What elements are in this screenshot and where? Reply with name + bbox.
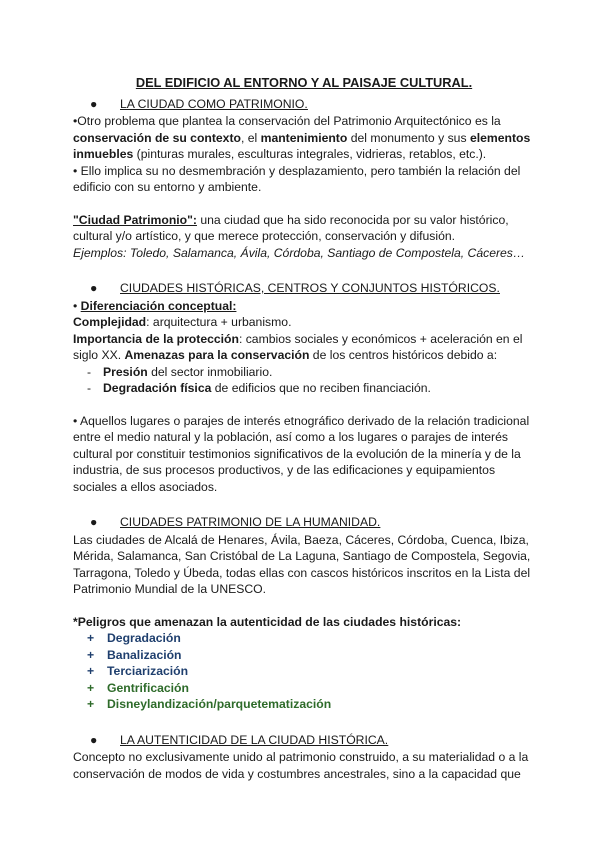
bullet-dot-icon: ●	[90, 281, 98, 295]
section-heading-ciudades-historicas: ● CIUDADES HISTÓRICAS, CENTROS Y CONJUNTOS HISTÓRICOS.	[90, 281, 500, 295]
bullet-dot-icon: ●	[90, 515, 98, 529]
definition-ciudad-patrimonio: "Ciudad Patrimonio": una ciudad que ha sido reconocida por su valor histórico, cultural y/o artístico, y que merece protección, conservación y difusión.	[73, 212, 509, 243]
section-heading-ciudad-patrimonio: ● LA CIUDAD COMO PATRIMONIO.	[90, 96, 308, 111]
section-heading-autenticidad: ● LA AUTENTICIDAD DE LA CIUDAD HISTÓRICA.	[90, 732, 389, 747]
paragraph-autenticidad: Concepto no exclusivamente unido al patrimonio construido, a su materialidad o a la conservación de modos de vida y costumbres ancestrales, sino a la capacidad que	[73, 750, 529, 781]
bullet-dot-icon: ●	[90, 96, 98, 111]
importancia-line: Importancia de la protección: cambios sociales y económicos + aceleración en el siglo XX. Amenazas para la conservación de los centros históricos debido a:	[73, 331, 523, 362]
paragraph-desmembracion: • Ello implica su no desmembración y desplazamiento, pero también la relación del edificio con su entorno y ambiente.	[73, 163, 521, 194]
bullet-dot-icon: ●	[90, 732, 98, 747]
diferenciacion-line: • Diferenciación conceptual:	[73, 298, 237, 313]
complejidad-line: Complejidad: arquitectura + urbanismo.	[73, 315, 292, 329]
list-item: + Disneylandización/parquetematización	[87, 697, 332, 711]
section-heading-patrimonio-humanidad: ● CIUDADES PATRIMONIO DE LA HUMANIDAD.	[90, 515, 381, 529]
list-item: + Degradación	[87, 631, 181, 645]
paragraph-contexto: •Otro problema que plantea la conservación del Patrimonio Arquitectónico es la conservación de su contexto, el mantenimiento del monumento y sus elementos inmuebles (pinturas murales, esculturas integrales, vidrieras, retablos, etc.).	[73, 114, 531, 161]
amenazas-list	[73, 364, 535, 397]
plus-icon: +	[87, 664, 95, 678]
list-item: + Terciarización	[87, 664, 189, 678]
plus-icon: +	[87, 697, 95, 711]
plus-icon: +	[87, 647, 95, 662]
plus-icon: +	[87, 631, 95, 645]
list-item: - Presión del sector inmobiliario.	[87, 364, 273, 379]
examples-line: Ejemplos: Toledo, Salamanca, Ávila, Córdoba, Santiago de Compostela, Cáceres…	[73, 245, 526, 260]
list-item: + Gentrificación	[87, 680, 189, 695]
plus-icon: +	[87, 680, 95, 695]
paragraph-ciudades-unesco: Las ciudades de Alcalá de Henares, Ávila, Baeza, Cáceres, Córdoba, Cuenca, Ibiza, Mérida, Salamanca, San Cristóbal de La Laguna, Santiago de Compostela, Segovia, Tarragona, Toledo y Úbeda, todas ellas con cascos históricos inscritos en la Lista del Patrimonio Mundial de la UNESCO.	[73, 532, 531, 596]
peligros-list	[73, 630, 535, 713]
list-item: + Banalización	[87, 647, 182, 662]
document-title: DEL EDIFICIO AL ENTORNO Y AL PAISAJE CULTURAL.	[135, 75, 473, 90]
list-item: - Degradación física de edificios que no reciben financiación.	[87, 381, 431, 395]
paragraph-etnografico: • Aquellos lugares o parajes de interés etnográfico derivado de la relación tradicional entre el medio natural y la población, así como a los lugares o parajes de interés cultural por constituir testimonios significativos de la evolución de la minería y de la industria, de sus procesos productivos, y de las edificaciones y equipamientos sociales a ellos asociados.	[73, 413, 530, 494]
document-page	[73, 75, 535, 782]
peligros-title: *Peligros que amenazan la autenticidad de las ciudades históricas:	[73, 614, 462, 629]
